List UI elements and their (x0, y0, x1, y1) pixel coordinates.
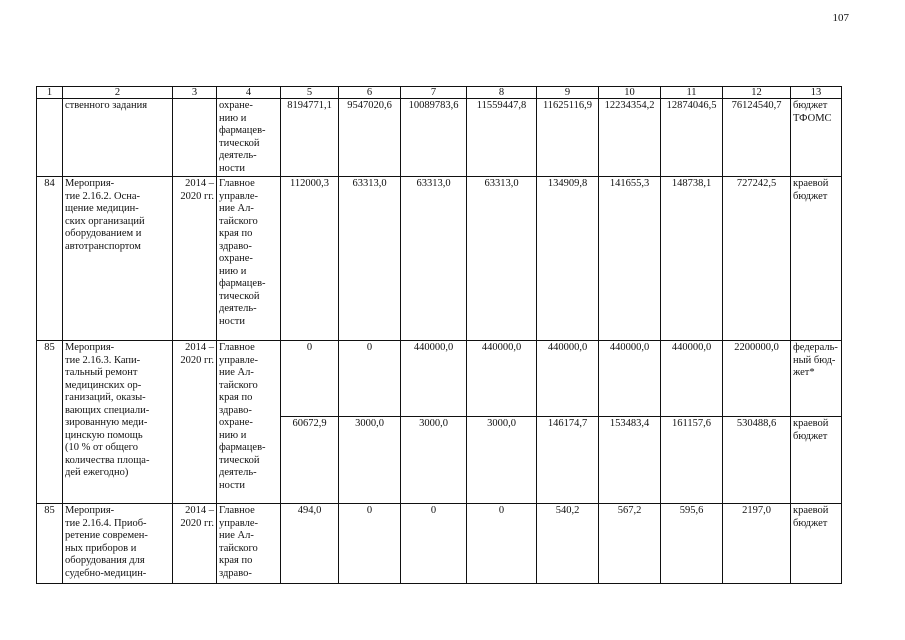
column-header: 5 (281, 87, 339, 99)
value-2015: 63313,0 (339, 177, 401, 341)
measure-name: Мероприя- тие 2.16.3. Капи- тальный ремонт медицинских ор- ганизаций, оказы- вающих специали- зированную меди- цинскую помощь (10 % от общего количества площа- дей ежегодно) (63, 341, 173, 504)
value-2017: 3000,0 (467, 417, 537, 504)
value-2016: 3000,0 (401, 417, 467, 504)
value-2018: 540,2 (537, 504, 599, 584)
value-2018: 146174,7 (537, 417, 599, 504)
value-total: 2200000,0 (723, 341, 791, 417)
value-2020: 161157,6 (661, 417, 723, 504)
table-row (37, 504, 842, 584)
value-2016: 10089783,6 (401, 99, 467, 177)
value-2018: 11625116,9 (537, 99, 599, 177)
period: 2014 – 2020 гг. (173, 504, 217, 584)
column-header: 13 (791, 87, 842, 99)
value-total: 76124540,7 (723, 99, 791, 177)
budget-table (36, 86, 842, 584)
column-header: 3 (173, 87, 217, 99)
value-2016: 0 (401, 504, 467, 584)
row-number: 84 (37, 177, 63, 341)
funding-source: федераль- ный бюд- жет* (791, 341, 842, 417)
page-number: 107 (832, 12, 849, 24)
value-2019: 12234354,2 (599, 99, 661, 177)
column-header: 7 (401, 87, 467, 99)
value-2019: 567,2 (599, 504, 661, 584)
funding-source: краевой бюджет (791, 177, 842, 341)
value-2017: 440000,0 (467, 341, 537, 417)
table-row (37, 341, 842, 417)
value-2015: 0 (339, 341, 401, 417)
value-2014: 8194771,1 (281, 99, 339, 177)
period: 2014 – 2020 гг. (173, 341, 217, 504)
value-2017: 11559447,8 (467, 99, 537, 177)
row-number: 85 (37, 504, 63, 584)
row-number (37, 99, 63, 177)
column-number-row (37, 87, 842, 99)
funding-source: бюджет ТФОМС (791, 99, 842, 177)
value-2018: 440000,0 (537, 341, 599, 417)
column-header: 4 (217, 87, 281, 99)
value-2014: 0 (281, 341, 339, 417)
column-header: 11 (661, 87, 723, 99)
table-row (37, 99, 842, 177)
column-header: 6 (339, 87, 401, 99)
value-2019: 440000,0 (599, 341, 661, 417)
measure-name: Мероприя- тие 2.16.4. Приоб- ретение современ- ных приборов и оборудования для судебно-медицин- (63, 504, 173, 584)
value-2016: 63313,0 (401, 177, 467, 341)
executor: Главное управле- ние Ал- тайского края по здраво- охране- нию и фармацев- тической деятель- ности (217, 177, 281, 341)
value-2015: 0 (339, 504, 401, 584)
executor: охране- нию и фармацев- тической деятель- ности (217, 99, 281, 177)
value-2017: 0 (467, 504, 537, 584)
value-2014: 112000,3 (281, 177, 339, 341)
executor: Главное управле- ние Ал- тайского края по здраво- охране- нию и фармацев- тической деятель- ности (217, 341, 281, 504)
value-2019: 141655,3 (599, 177, 661, 341)
value-total: 727242,5 (723, 177, 791, 341)
value-2019: 153483,4 (599, 417, 661, 504)
row-number: 85 (37, 341, 63, 504)
measure-name: ственного задания (63, 99, 173, 177)
value-2016: 440000,0 (401, 341, 467, 417)
value-2015: 9547020,6 (339, 99, 401, 177)
value-2014: 494,0 (281, 504, 339, 584)
value-2018: 134909,8 (537, 177, 599, 341)
table-row (37, 177, 842, 341)
period (173, 99, 217, 177)
column-header: 8 (467, 87, 537, 99)
value-total: 530488,6 (723, 417, 791, 504)
period: 2014 – 2020 гг. (173, 177, 217, 341)
executor: Главное управле- ние Ал- тайского края по здраво- (217, 504, 281, 584)
measure-name: Мероприя- тие 2.16.2. Осна- щение медицин- ских организаций оборудованием и автотранспортом (63, 177, 173, 341)
value-2015: 3000,0 (339, 417, 401, 504)
column-header: 10 (599, 87, 661, 99)
value-2020: 12874046,5 (661, 99, 723, 177)
value-total: 2197,0 (723, 504, 791, 584)
value-2017: 63313,0 (467, 177, 537, 341)
column-header: 2 (63, 87, 173, 99)
value-2020: 148738,1 (661, 177, 723, 341)
funding-source: краевой бюджет (791, 504, 842, 584)
column-header: 1 (37, 87, 63, 99)
value-2020: 595,6 (661, 504, 723, 584)
column-header: 9 (537, 87, 599, 99)
column-header: 12 (723, 87, 791, 99)
value-2014: 60672,9 (281, 417, 339, 504)
funding-source: краевой бюджет (791, 417, 842, 504)
value-2020: 440000,0 (661, 341, 723, 417)
